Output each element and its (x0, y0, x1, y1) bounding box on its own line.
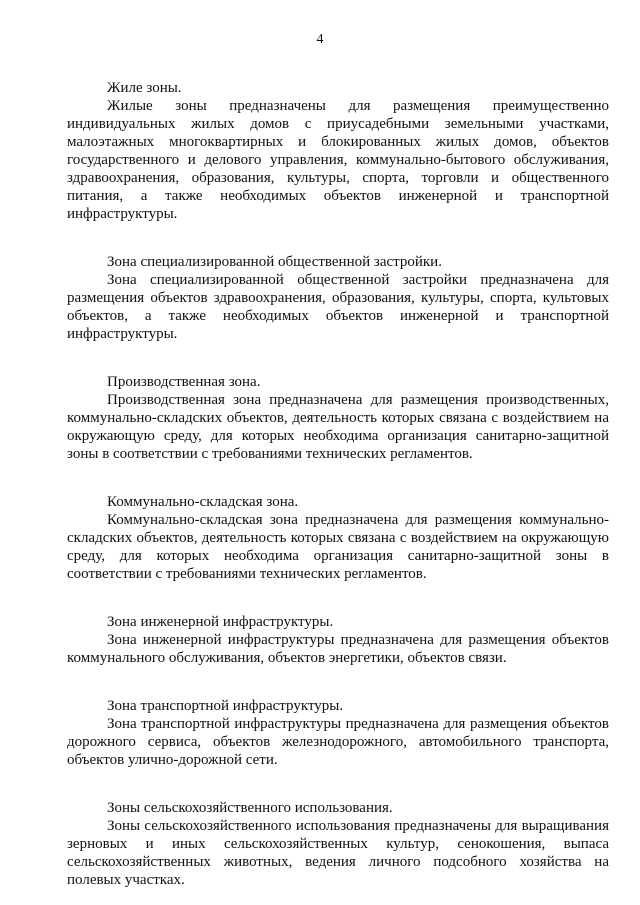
section-communal-warehouse-zone (67, 493, 609, 583)
section-engineering-infrastructure-zone (67, 613, 609, 667)
page-number: 4 (316, 32, 324, 47)
section-agricultural-zones (67, 799, 609, 889)
section-industrial-zone (67, 373, 609, 463)
section-heading: Зона специализированной общественной застройки. (107, 254, 442, 270)
section-paragraph: Жилые зоны предназначены для размещения преимущественно индивидуальных жилых домов с приусадебными земельными участками, малоэтажных многоквартирных и блокированных жилых домов, объектов государственного и делового управления, коммунально-бытового обслуживания, здравоохранения, образования, культуры, спорта, торговли и общественного питания, а также необходимых объектов инженерной и транспортной инфраструктуры. (67, 98, 609, 222)
section-residential-zones (67, 79, 609, 223)
section-paragraph: Коммунально-складская зона предназначена для размещения коммунально-складских объектов, деятельность которых связана с воздействием на окружающую среду, для которых необходима организация санитарно-защитной зоны в соответствии с требованиями технических регламентов. (67, 512, 609, 582)
section-paragraph: Производственная зона предназначена для размещения производственных, коммунально-складских объектов, деятельность которых связана с воздействием на окружающую среду, для которых необходима организация санитарно-защитной зоны в соответствии с требованиями технических регламентов. (67, 392, 609, 462)
section-heading: Зоны сельскохозяйственного использования. (107, 800, 393, 816)
section-specialized-public-zone (67, 253, 609, 343)
section-heading: Производственная зона. (107, 374, 261, 390)
section-heading: Коммунально-складская зона. (107, 494, 299, 510)
section-paragraph: Зона инженерной инфраструктуры предназначена для размещения объектов коммунального обслуживания, объектов энергетики, объектов связи. (67, 632, 609, 666)
section-heading: Жиле зоны. (107, 80, 182, 96)
section-paragraph: Зоны сельскохозяйственного использования предназначены для выращивания зерновых и иных сельскохозяйственных культур, сенокошения, выпаса сельскохозяйственных животных, ведения личного подсобного хозяйства на полевых участках. (67, 818, 609, 888)
section-paragraph: Зона специализированной общественной застройки предназначена для размещения объектов здравоохранения, образования, культуры, спорта, культовых объектов, а также необходимых объектов инженерной и транспортной инфраструктуры. (67, 272, 609, 342)
section-heading: Зона транспортной инфраструктуры. (107, 698, 344, 714)
section-transport-infrastructure-zone (67, 697, 609, 769)
section-paragraph: Зона транспортной инфраструктуры предназначена для размещения объектов дорожного сервиса, объектов железнодорожного, автомобильного транспорта, объектов улично-дорожной сети. (67, 716, 609, 768)
section-heading: Зона инженерной инфраструктуры. (107, 614, 334, 630)
document-body (67, 79, 609, 889)
